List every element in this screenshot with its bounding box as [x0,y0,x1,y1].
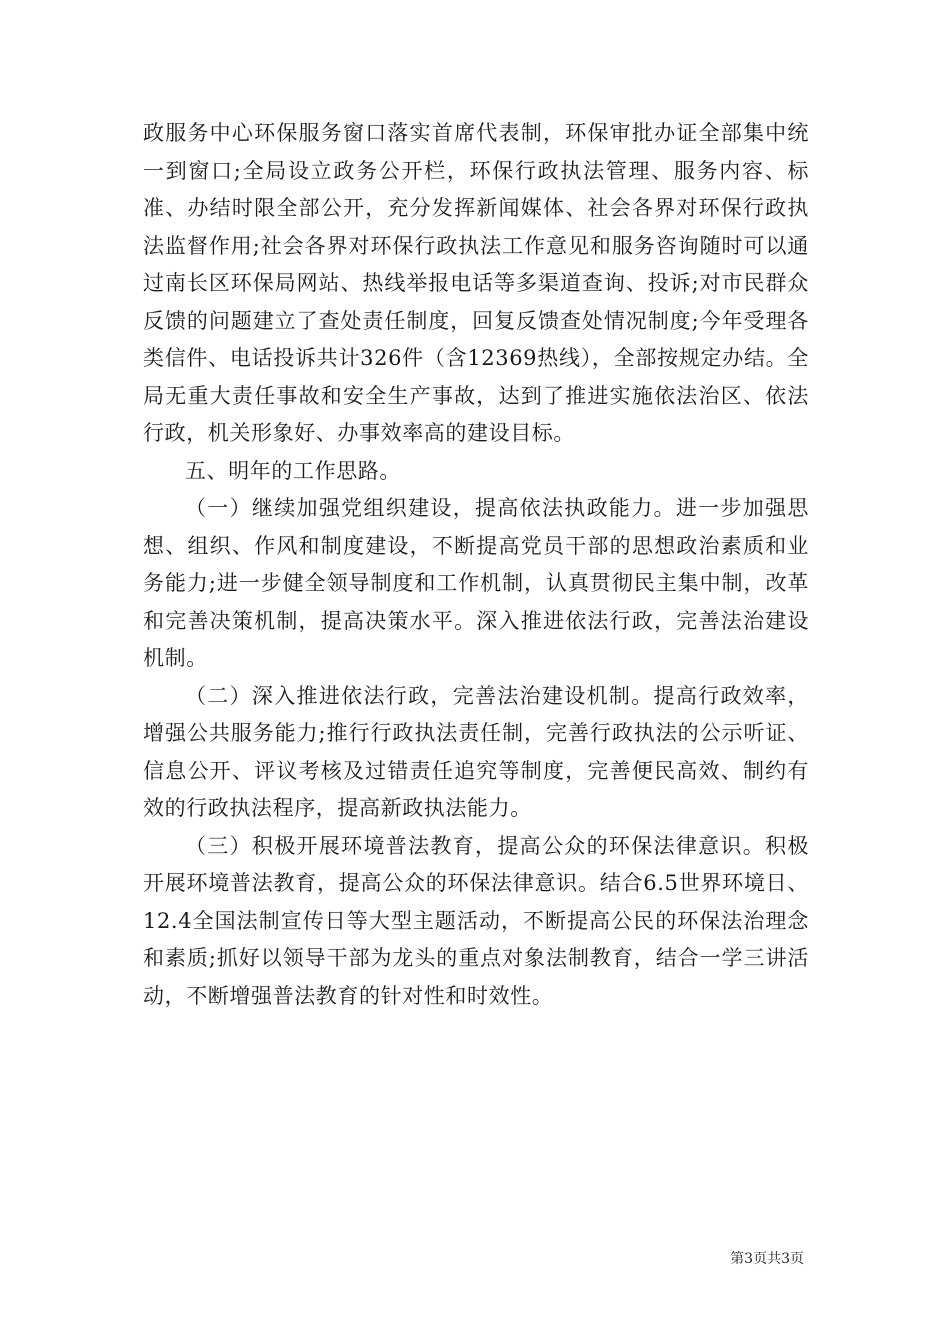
paragraph-item-1: （一）继续加强党组织建设，提高依法执政能力。进一步加强思想、组织、作风和制度建设，不断提高党员干部的思想政治素质和业务能力;进一步健全领导制度和工作机制，认真贯彻民主集中制，改革和完善决策机制，提高决策水平。深入推进依法行政，完善法治建设机制。 [143,496,809,670]
page-number: 第3页共3页 [730,1251,804,1267]
paragraph-continuation: 政服务中心环保服务窗口落实首席代表制，环保审批办证全部集中统一到窗口;全局设立政务公开栏，环保行政执法管理、服务内容、标准、办结时限全部公开，充分发挥新闻媒体、社会各界对环保行政执法监督作用;社会各界对环保行政执法工作意见和服务咨询随时可以通过南长区环保局网站、热线举报电话等多渠道查询、投诉;对市民群众反馈的问题建立了查处责任制度，回复反馈查处情况制度;今年受理各类信件、电话投诉共计326件（含12369热线），全部按规定办结。全局无重大责任事故和安全生产事故，达到了推进实施依法治区、依法行政，机关形象好、办事效率高的建设目标。 [143,121,809,445]
section-heading-next-year: 五、明年的工作思路。 [185,458,401,483]
paragraph-item-3: （三）积极开展环境普法教育，提高公众的环保法律意识。积极开展环境普法教育，提高公众的环保法律意识。结合6.5世界环境日、12.4全国法制宣传日等大型主题活动，不断提高公民的环保法治理念和素质;抓好以领导干部为龙头的重点对象法制教育，结合一学三讲活动，不断增强普法教育的针对性和时效性。 [143,833,809,1008]
document-body [143,115,809,1015]
paragraph-item-2: （二）深入推进依法行政，完善法治建设机制。提高行政效率，增强公共服务能力;推行行政执法责任制，完善行政执法的公示听证、信息公开、评议考核及过错责任追究等制度，完善便民高效、制约有效的行政执法程序，提高新政执法能力。 [143,683,809,820]
